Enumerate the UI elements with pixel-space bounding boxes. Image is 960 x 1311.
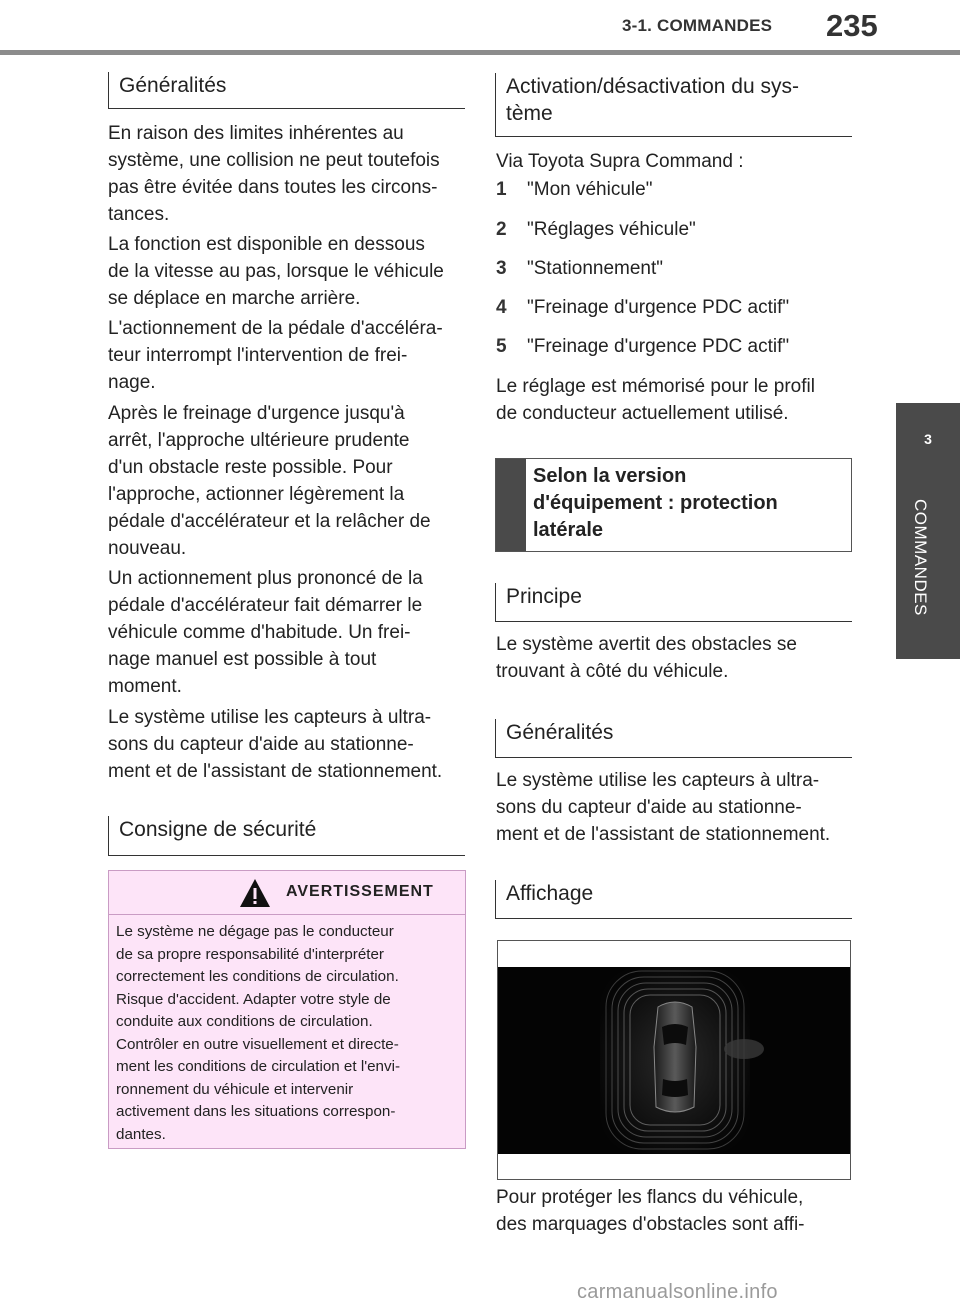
warning-title-bar	[109, 871, 465, 915]
heading-principe: Principe	[495, 583, 852, 622]
step-text: "Freinage d'urgence PDC actif"	[527, 297, 790, 318]
step-text: "Réglages véhicule"	[527, 219, 696, 240]
equipment-title: Selon la version d'équipement : protection latérale	[533, 465, 778, 541]
paragraph-disponible: La fonction est disponible en dessous de la vitesse au pas, lorsque le véhicule se déplace en marche arrière.	[108, 234, 444, 309]
warning-box	[108, 870, 466, 1149]
page-number: 235	[826, 8, 878, 43]
step-number: 3	[496, 258, 507, 279]
warning-triangle-icon	[238, 877, 272, 909]
memo-text: Le réglage est mémorisé pour le profil de conducteur actuellement utilisé.	[496, 376, 815, 424]
principe-text: Le système avertit des obstacles se trouvant à côté du véhicule.	[496, 634, 797, 682]
paragraph-apres-freinage: Après le freinage d'urgence jusqu'à arrêt, l'approche ultérieure prudente d'un obstacle reste possible. Pour l'approche, actionner légèrement la pédale d'accélérateur et la relâcher de nouveau.	[108, 403, 431, 559]
step-number: 1	[496, 179, 507, 200]
display-screen	[498, 967, 850, 1154]
paragraph-actionnement: L'actionnement de la pédale d'accéléra- teur interrompt l'intervention de frei- nage.	[108, 318, 443, 393]
step-number: 5	[496, 336, 507, 357]
equipment-box	[495, 458, 852, 552]
chapter-label: COMMANDES	[911, 499, 930, 616]
heading-generalites-2: Généralités	[495, 719, 852, 758]
warning-text: Le système ne dégage pas le conducteur de sa propre responsabilité d'interpréter correctement les conditions de circulation. Risque d'accident. Adapter votre style de conduite aux conditions de circulation. Contrôler en outre visuellement et directe- ment les conditions de circulation et l'envi- ronnement du véhicule et intervenir activement dans les situations correspon- dantes.	[116, 923, 401, 1143]
car-surround-illustration	[498, 967, 850, 1154]
generalites-text: Le système utilise les capteurs à ultra- sons du capteur d'aide au stationne- ment et de l'assistant de stationnement.	[496, 770, 831, 845]
step-number: 2	[496, 219, 507, 240]
step-number: 4	[496, 297, 507, 318]
equipment-bar	[496, 459, 526, 551]
chapter-side-tab	[896, 403, 960, 659]
footer-watermark: carmanualsonline.info	[577, 1281, 778, 1303]
display-figure	[497, 940, 851, 1180]
paragraph-limites: En raison des limites inhérentes au système, une collision ne peut toutefois pas être évitée dans toutes les circons- tances.	[108, 123, 440, 225]
heading-activation: Activation/désactivation du sys- tème	[495, 73, 852, 137]
header-rule	[0, 50, 960, 55]
paragraph-capteurs: Le système utilise les capteurs à ultra- sons du capteur d'aide au stationne- ment et de l'assistant de stationnement.	[108, 707, 443, 782]
step-text: "Mon véhicule"	[527, 179, 653, 200]
heading-affichage: Affichage	[495, 880, 852, 919]
chapter-number: 3	[924, 431, 932, 447]
step-text: "Freinage d'urgence PDC actif"	[527, 336, 790, 357]
heading-generalites: Généralités	[108, 72, 465, 109]
via-text: Via Toyota Supra Command :	[496, 151, 744, 172]
running-header-section: 3-1. COMMANDES	[622, 16, 773, 35]
paragraph-actionnement-prononce: Un actionnement plus prononcé de la pédale d'accélérateur fait démarrer le véhicule comme d'habitude. Un frei- nage manuel est possible à tout moment.	[108, 568, 423, 697]
step-text: "Stationnement"	[527, 258, 664, 279]
heading-consigne-securite: Consigne de sécurité	[108, 816, 465, 856]
bottom-text: Pour protéger les flancs du véhicule, des marquages d'obstacles sont affi-	[496, 1187, 805, 1235]
warning-title: AVERTISSEMENT	[286, 883, 434, 900]
